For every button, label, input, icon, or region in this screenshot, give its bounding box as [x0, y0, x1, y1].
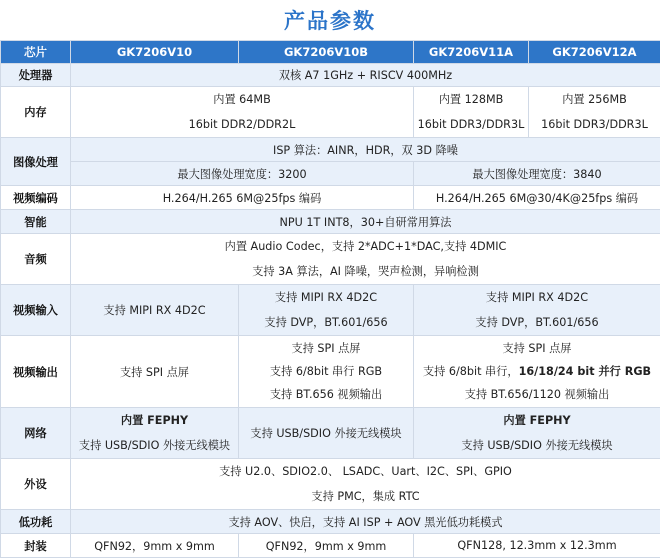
model-header: GK7206V12A [529, 41, 660, 64]
table-row-peripherals [1, 459, 660, 510]
isp-value: ISP 算法：AINR，HDR，双 3D 降噪 [71, 138, 660, 162]
vin-cell: 支持 MIPI RX 4D2C [71, 285, 239, 336]
row-label: 视频编码 [1, 186, 71, 210]
package-cell: QFN92，9mm x 9mm [239, 534, 414, 558]
vout-cell [414, 336, 660, 408]
cell-line: 支持 BT.656/1120 视频输出 [416, 383, 658, 406]
cell-line: 16bit DDR2/DDR2L [73, 112, 411, 137]
cell-line: 支持 MIPI RX 4D2C [241, 285, 411, 310]
cell-line: 支持 PMC，集成 RTC [73, 484, 658, 509]
isp-width-cell: 最大图像处理宽度：3200 [71, 162, 414, 186]
table-row-video-output [1, 336, 660, 408]
cell-line: 16bit DDR3/DDR3L [531, 112, 658, 137]
cell-line: 支持 SPI 点屏 [241, 337, 411, 360]
cpu-value: 双核 A7 1GHz + RISCV 400MHz [71, 64, 660, 87]
table-row-isp [1, 138, 660, 162]
vin-cell [239, 285, 414, 336]
memory-cell [71, 87, 414, 138]
cell-line: 支持 U2.0、SDIO2.0、 LSADC、Uart、I2C、SPI、GPIO [73, 459, 658, 484]
table-row-ai [1, 210, 660, 234]
page-title: 产品参数 [0, 0, 660, 40]
package-cell: QFN128, 12.3mm x 12.3mm [414, 534, 660, 558]
memory-cell [414, 87, 529, 138]
row-label: 内存 [1, 87, 71, 138]
row-label: 图像处理 [1, 138, 71, 186]
periph-cell [71, 459, 660, 510]
vout-cell: 支持 SPI 点屏 [71, 336, 239, 408]
row-label: 低功耗 [1, 510, 71, 534]
cell-line: 支持 6/8bit 串行 RGB [241, 360, 411, 383]
codec-cell: H.264/H.265 6M@30/4K@25fps 编码 [414, 186, 660, 210]
row-label: 封装 [1, 534, 71, 558]
row-label: 外设 [1, 459, 71, 510]
cell-line: 支持 3A 算法，AI 降噪，哭声检测，异响检测 [73, 259, 658, 284]
table-row-audio [1, 234, 660, 285]
package-cell: QFN92，9mm x 9mm [71, 534, 239, 558]
cell-line: 内置 128MB [416, 87, 526, 112]
cell-line: 内置 Audio Codec，支持 2*ADC+1*DAC,支持 4DMIC [73, 234, 658, 259]
model-header: GK7206V10 [71, 41, 239, 64]
row-label: 智能 [1, 210, 71, 234]
table-header-row [1, 41, 660, 64]
row-label: 网络 [1, 408, 71, 459]
net-cell: 支持 USB/SDIO 外接无线模块 [239, 408, 414, 459]
model-header: GK7206V11A [414, 41, 529, 64]
vout-cell [239, 336, 414, 408]
cell-line: 支持 USB/SDIO 外接无线模块 [416, 433, 658, 458]
net-cell [71, 408, 239, 459]
cell-line: 支持 DVP，BT.601/656 [416, 310, 658, 335]
row-label: 处理器 [1, 64, 71, 87]
cell-text-bold: 16/18/24 bit 并行 RGB [519, 365, 651, 378]
memory-cell [529, 87, 660, 138]
lowpower-value: 支持 AOV、快启，支持 AI ISP + AOV 黑光低功耗模式 [71, 510, 660, 534]
cell-line: 支持 MIPI RX 4D2C [416, 285, 658, 310]
table-row-memory [1, 87, 660, 138]
isp-width-cell: 最大图像处理宽度：3840 [414, 162, 660, 186]
cell-line: 内置 FEPHY [73, 408, 236, 433]
table-row-isp-width [1, 162, 660, 186]
cell-line: 支持 BT.656 视频输出 [241, 383, 411, 406]
table-row-network [1, 408, 660, 459]
table-row-low-power [1, 510, 660, 534]
header-label: 芯片 [1, 41, 71, 64]
cell-line: 支持 DVP，BT.601/656 [241, 310, 411, 335]
cell-line: 16bit DDR3/DDR3L [416, 112, 526, 137]
cell-text: 支持 6/8bit 串行， [423, 365, 519, 378]
cell-line: 支持 USB/SDIO 外接无线模块 [73, 433, 236, 458]
row-label: 视频输入 [1, 285, 71, 336]
row-label: 音频 [1, 234, 71, 285]
cell-line: 内置 256MB [531, 87, 658, 112]
cell-line: 支持 SPI 点屏 [416, 337, 658, 360]
codec-cell: H.264/H.265 6M@25fps 编码 [71, 186, 414, 210]
table-row-cpu [1, 64, 660, 87]
vin-cell [414, 285, 660, 336]
table-row-codec [1, 186, 660, 210]
ai-value: NPU 1T INT8，30+自研常用算法 [71, 210, 660, 234]
model-header: GK7206V10B [239, 41, 414, 64]
net-cell [414, 408, 660, 459]
cell-line: 内置 64MB [73, 87, 411, 112]
table-row-video-input [1, 285, 660, 336]
row-label: 视频输出 [1, 336, 71, 408]
cell-line [416, 360, 658, 383]
table-row-package [1, 534, 660, 558]
cell-line: 内置 FEPHY [416, 408, 658, 433]
audio-cell [71, 234, 660, 285]
spec-table [0, 40, 660, 558]
